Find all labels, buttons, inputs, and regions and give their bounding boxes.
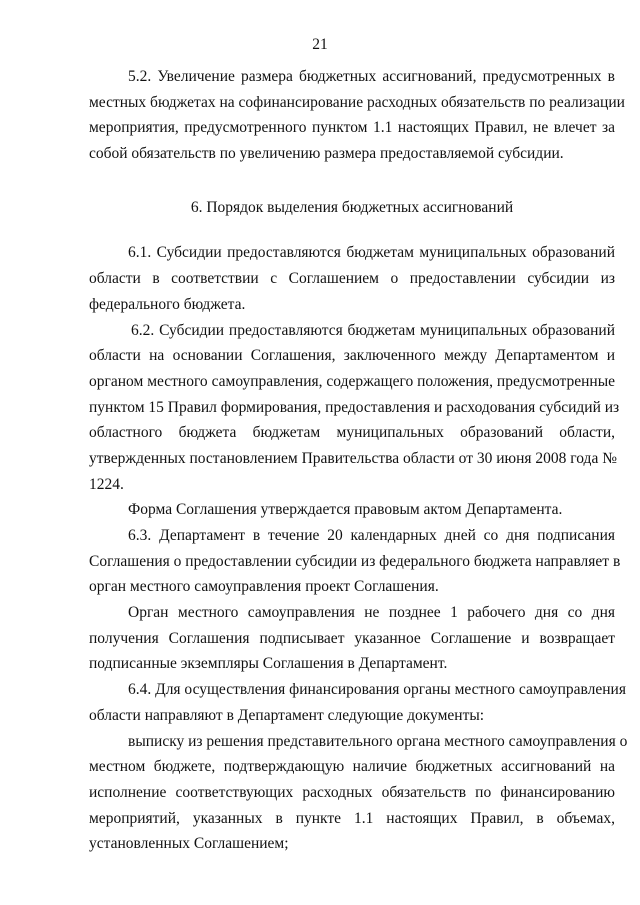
- paragraph-6-1: [89, 240, 615, 317]
- text-line: 5.2. Увеличение размера бюджетных ассигнований, предусмотренных в: [128, 68, 615, 85]
- text-line: 6.2. Субсидии предоставляются бюджетам муниципальных образований: [131, 321, 615, 339]
- text-line: 1224.: [89, 475, 124, 493]
- text-line: 6.1. Субсидии предоставляются бюджетам муниципальных образований: [128, 244, 615, 262]
- text-line: орган местного самоуправления проект Соглашения.: [89, 578, 439, 596]
- text-line: исполнение соответствующих расходных обязательств по финансированию: [89, 783, 615, 801]
- section-heading: 6. Порядок выделения бюджетных ассигнований: [190, 198, 514, 216]
- text-line: утвержденных постановлением Правительства области от 30 июня 2008 года №: [89, 449, 617, 467]
- paragraph-extract: [89, 729, 628, 857]
- text-line: установленных Соглашением;: [89, 835, 289, 853]
- text-line: подписанные экземпляры Соглашения в Департамент.: [89, 655, 448, 673]
- text-line: получения Соглашения подписывает указанное Соглашение и возвращает: [89, 629, 615, 647]
- text-line: 6.4. Для осуществления финансирования органы местного самоуправления: [128, 681, 626, 699]
- text-line: мероприятия, предусмотренного пунктом 1.1 настоящих Правил, не влечет за: [89, 119, 615, 137]
- text-line: мероприятий, указанных в пункте 1.1 настоящих Правил, в объемах,: [89, 809, 615, 827]
- text-line: области направляют в Департамент следующие документы:: [89, 706, 485, 724]
- paragraph-form: [89, 497, 615, 523]
- paragraph-organ: [89, 600, 615, 677]
- paragraph-5-2: [89, 64, 625, 167]
- text-line: Соглашения о предоставлении субсидии из федерального бюджета направляет в: [89, 552, 621, 570]
- text-line: 6.3. Департамент в течение 20 календарных дней со дня подписания: [128, 527, 615, 544]
- text-line: местном бюджете, подтверждающую наличие бюджетных ассигнований на: [89, 758, 615, 776]
- text-line: области на основании Соглашения, заключенного между Департаментом и: [89, 347, 615, 365]
- paragraph-6-3: [89, 523, 621, 600]
- page-number: 21: [312, 36, 328, 53]
- text-line: федерального бюджета.: [89, 295, 246, 313]
- document-body: [89, 64, 628, 857]
- paragraph-6-4: [89, 677, 626, 728]
- text-line: органом местного самоуправления, содержащего положения, предусмотренные: [89, 372, 615, 390]
- text-line: области в соответствии с Соглашением о предоставлении субсидии из: [89, 270, 615, 288]
- text-line: областного бюджета бюджетам муниципальных образований области,: [89, 424, 615, 442]
- text-line: Орган местного самоуправления не позднее 1 рабочего дня со дня: [128, 604, 615, 622]
- text-line: местных бюджетах на софинансирование расходных обязательств по реализации: [89, 93, 625, 111]
- text-line: Форма Соглашения утверждается правовым актом Департамента.: [128, 501, 563, 519]
- text-line: выписку из решения представительного органа местного самоуправления о: [128, 732, 628, 750]
- text-line: пунктом 15 Правил формирования, предоставления и расходования субсидий из: [89, 398, 620, 416]
- text-line: собой обязательств по увеличению размера предоставляемой субсидии.: [89, 145, 564, 163]
- paragraph-6-2: [89, 318, 620, 498]
